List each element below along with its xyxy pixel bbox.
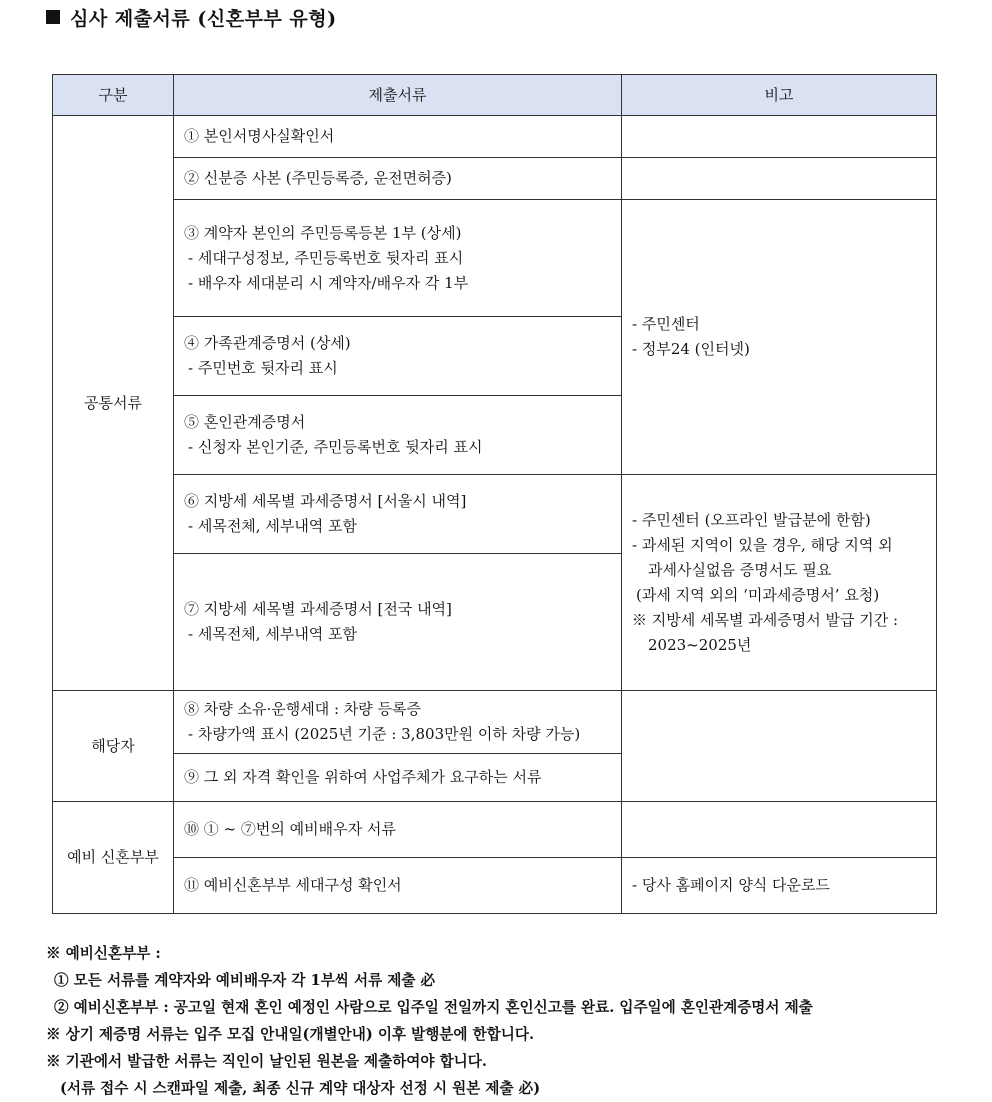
- remark-cell: [622, 200, 937, 475]
- doc-line: ⑧ 차량 소유·운행세대 : 차량 등록증: [184, 700, 422, 718]
- doc-line: ② 신분증 사본 (주민등록증, 운전면허증): [184, 169, 452, 187]
- doc-line: ⑨ 그 외 자격 확인을 위하여 사업주체가 요구하는 서류: [184, 768, 542, 786]
- note-line: ① 모든 서류를 계약자와 예비배우자 각 1부씩 서류 제출 必: [54, 972, 436, 989]
- table-row: [53, 475, 937, 554]
- table-row: [53, 858, 937, 914]
- doc-line: ④ 가족관계증명서 (상세): [184, 334, 351, 352]
- section-heading: [46, 4, 337, 31]
- doc-line: ⑥ 지방세 세목별 과세증명서 [서울시 내역]: [184, 492, 467, 510]
- square-bullet-icon: [46, 10, 60, 24]
- section-heading-text: 심사 제출서류 (신혼부부 유형): [70, 8, 337, 30]
- header-remarks: 비고: [622, 75, 937, 116]
- doc-line: - 세목전체, 세부내역 포함: [188, 517, 358, 535]
- doc-line: ⑦ 지방세 세목별 과세증명서 [전국 내역]: [184, 600, 452, 618]
- remark-cell: [622, 691, 937, 802]
- category-common: 공통서류: [53, 116, 174, 691]
- doc-cell: [174, 396, 622, 475]
- doc-line: ③ 계약자 본인의 주민등록등본 1부 (상세): [184, 223, 462, 242]
- remark-line: - 주민센터 (오프라인 발급분에 한함): [632, 510, 871, 529]
- doc-line: - 차량가액 표시 (2025년 기준 : 3,803만원 이하 차량 가능): [188, 725, 581, 743]
- doc-line: - 신청자 본인기준, 주민등록번호 뒷자리 표시: [188, 438, 483, 456]
- note-line: ※ 기관에서 발급한 서류는 직인이 날인된 원본을 제출하여야 합니다.: [46, 1053, 487, 1070]
- remark-line: - 주민센터: [632, 315, 700, 333]
- remark-cell: [622, 858, 937, 914]
- note-line: ※ 상기 제증명 서류는 입주 모집 안내일(개별안내) 이후 발행분에 한합니다.: [46, 1026, 535, 1043]
- doc-line: - 주민번호 뒷자리 표시: [188, 359, 338, 377]
- table-row: [53, 802, 937, 858]
- doc-line: ⑩ ① ~ ⑦번의 예비배우자 서류: [184, 820, 396, 838]
- doc-cell: [174, 116, 622, 158]
- header-category: 구분: [53, 75, 174, 116]
- remark-line: - 당사 홈페이지 양식 다운로드: [632, 876, 831, 894]
- remark-cell: [622, 475, 937, 691]
- note-line: ② 예비신혼부부 : 공고일 현재 혼인 예정인 사람으로 입주일 전일까지 혼인신고를 완료. 입주일에 혼인관계증명서 제출: [54, 999, 813, 1016]
- doc-line: - 배우자 세대분리 시 계약자/배우자 각 1부: [188, 273, 469, 292]
- remark-cell: [622, 158, 937, 200]
- doc-cell: [174, 858, 622, 914]
- note-line: ※ 예비신혼부부 :: [46, 945, 161, 962]
- doc-cell: [174, 554, 622, 691]
- category-applicable: 해당자: [53, 691, 174, 802]
- doc-cell: [174, 158, 622, 200]
- table-row: [53, 158, 937, 200]
- doc-cell: [174, 691, 622, 754]
- doc-line: - 세대구성정보, 주민등록번호 뒷자리 표시: [188, 248, 464, 267]
- doc-cell: [174, 200, 622, 317]
- table-header-row: [53, 75, 937, 116]
- doc-cell: [174, 802, 622, 858]
- table-row: [53, 691, 937, 754]
- remark-line: (과세 지역 외의 ‘미과세증명서’ 요청): [636, 585, 880, 604]
- note-line: (서류 접수 시 스캔파일 제출, 최종 신규 계약 대상자 선정 시 원본 제출 必): [60, 1080, 541, 1097]
- table-row: [53, 200, 937, 317]
- documents-table: [52, 74, 937, 914]
- notes-section: [46, 940, 813, 1102]
- table-row: [53, 116, 937, 158]
- remark-line: ※ 지방세 세목별 과세증명서 발급 기간 :: [632, 610, 899, 629]
- doc-line: - 세목전체, 세부내역 포함: [188, 625, 358, 643]
- remark-line: - 과세된 지역이 있을 경우, 해당 지역 외: [632, 535, 893, 554]
- remark-line: - 정부24 (인터넷): [632, 340, 750, 358]
- doc-line: ⑪ 예비신혼부부 세대구성 확인서: [184, 876, 402, 894]
- remark-line: 과세사실없음 증명서도 필요: [648, 560, 832, 579]
- doc-cell: [174, 475, 622, 554]
- remark-cell: [622, 116, 937, 158]
- doc-cell: [174, 317, 622, 396]
- remark-line: 2023~2025년: [648, 635, 752, 654]
- doc-line: ① 본인서명사실확인서: [184, 127, 335, 145]
- remark-cell: [622, 802, 937, 858]
- doc-cell: [174, 754, 622, 802]
- category-prospective: 예비 신혼부부: [53, 802, 174, 914]
- doc-line: ⑤ 혼인관계증명서: [184, 413, 306, 431]
- header-documents: 제출서류: [174, 75, 622, 116]
